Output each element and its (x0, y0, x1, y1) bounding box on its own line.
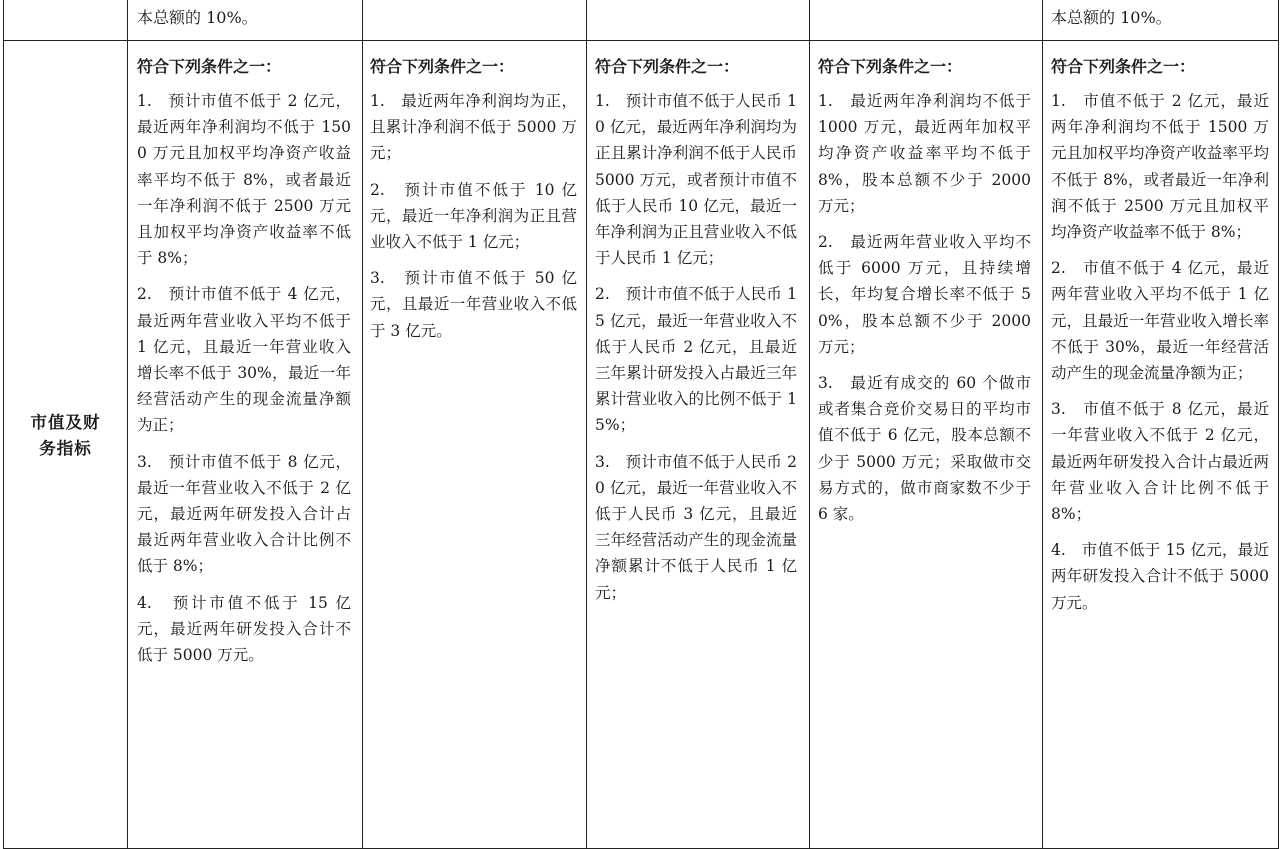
criteria-cell-col5 (1051, 50, 1269, 626)
criteria-item: 4. 市值不低于 15 亿元，最近两年研发投入合计不低于 5000 万元。 (1051, 541, 1269, 612)
column-divider (1042, 0, 1043, 848)
row-divider (4, 40, 1278, 41)
continued-text-col1: 本总额的 10%。 (137, 8, 258, 27)
criteria-heading: 符合下列条件之一： (370, 57, 515, 76)
column-divider (809, 0, 810, 848)
row-label-line2: 务指标 (39, 439, 92, 458)
row-label-market-cap-financial-indicators (4, 410, 127, 462)
criteria-item: 3. 预计市值不低于 50 亿元，且最近一年营业收入不低于 3 亿元。 (370, 269, 577, 340)
criteria-item: 2. 最近两年营业收入平均不低于 6000 万元，且持续增长，年均复合增长率不低于 50%，股本总额不少于 2000 万元； (818, 233, 1031, 356)
criteria-item: 2. 市值不低于 4 亿元，最近两年营业收入平均不低于 1 亿元，且最近一年营业收入增长率不低于 30%，最近一年经营活动产生的现金流量净额为正； (1051, 259, 1269, 383)
column-divider (127, 0, 128, 848)
criteria-item: 3. 市值不低于 8 亿元，最近一年营业收入不低于 2 亿元，最近两年研发投入合计占最近两年营业收入合计比例不低于 8%； (1051, 400, 1269, 524)
criteria-cell-col2 (370, 50, 577, 354)
criteria-cell-col3 (595, 50, 797, 616)
criteria-item: 2. 预计市值不低于 4 亿元，最近两年营业收入平均不低于 1 亿元，且最近一年营业收入增长率不低于 30%，最近一年经营活动产生的现金流量净额为正； (137, 285, 351, 435)
criteria-item: 2. 预计市值不低于 10 亿元，最近一年净利润为正且营业收入不低于 1 亿元； (370, 180, 577, 252)
column-divider (362, 0, 363, 848)
criteria-heading: 符合下列条件之一： (818, 57, 963, 76)
criteria-item: 3. 预计市值不低于 8 亿元，最近一年营业收入不低于 2 亿元，最近两年研发投入合计占最近两年营业收入合计比例不低于 8%； (137, 452, 351, 576)
criteria-item: 1. 最近两年净利润均不低于 1000 万元，最近两年加权平均净资产收益率平均不低于 8%，股本总额不少于 2000 万元； (818, 92, 1031, 215)
criteria-item: 1. 预计市值不低于人民币 10 亿元，最近两年净利润均为正且累计净利润不低于人民币 5000 万元，或者预计市值不低于人民币 10 亿元，最近一年净利润为正且营业收入不低于人民币 1 亿元； (595, 92, 797, 268)
criteria-heading: 符合下列条件之一： (137, 57, 282, 76)
criteria-cell-col1 (137, 50, 351, 678)
criteria-item: 1. 最近两年净利润均为正，且累计净利润不低于 5000 万元； (370, 92, 577, 163)
continued-text-col5: 本总额的 10%。 (1051, 8, 1172, 27)
criteria-item: 3. 最近有成交的 60 个做市或者集合竞价交易日的平均市值不低于 6 亿元，股本总额不少于 5000 万元；采取做市交易方式的，做市商家数不少于 6 家。 (818, 374, 1031, 524)
criteria-heading: 符合下列条件之一： (595, 57, 740, 76)
criteria-item: 1. 市值不低于 2 亿元，最近两年净利润均不低于 1500 万元且加权平均净资产收益率平均不低于 8%，或者最近一年净利润不低于 2500 万元且加权平均净资产收益率不低于 8%； (1051, 92, 1269, 242)
listing-criteria-table (3, 0, 1279, 849)
criteria-cell-col4 (818, 50, 1031, 537)
criteria-item: 2. 预计市值不低于人民币 15 亿元，最近一年营业收入不低于人民币 2 亿元，且最近三年累计研发投入占最近三年累计营业收入的比例不低于 15%； (595, 285, 797, 435)
criteria-item: 3. 预计市值不低于人民币 20 亿元，最近一年营业收入不低于人民币 3 亿元，且最近三年经营活动产生的现金流量净额累计不低于人民币 1 亿元； (595, 452, 797, 602)
row-label-line1: 市值及财 (30, 413, 101, 432)
criteria-item: 1. 预计市值不低于 2 亿元，最近两年净利润均不低于 1500 万元且加权平均净资产收益率平均不低于 8%，或者最近一年净利润不低于 2500 万元且加权平均净资产收益率不低于 8%； (137, 92, 351, 268)
criteria-item: 4. 预计市值不低于 15 亿元，最近两年研发投入合计不低于 5000 万元。 (137, 593, 351, 665)
column-divider (586, 0, 587, 848)
criteria-heading: 符合下列条件之一： (1051, 57, 1196, 76)
